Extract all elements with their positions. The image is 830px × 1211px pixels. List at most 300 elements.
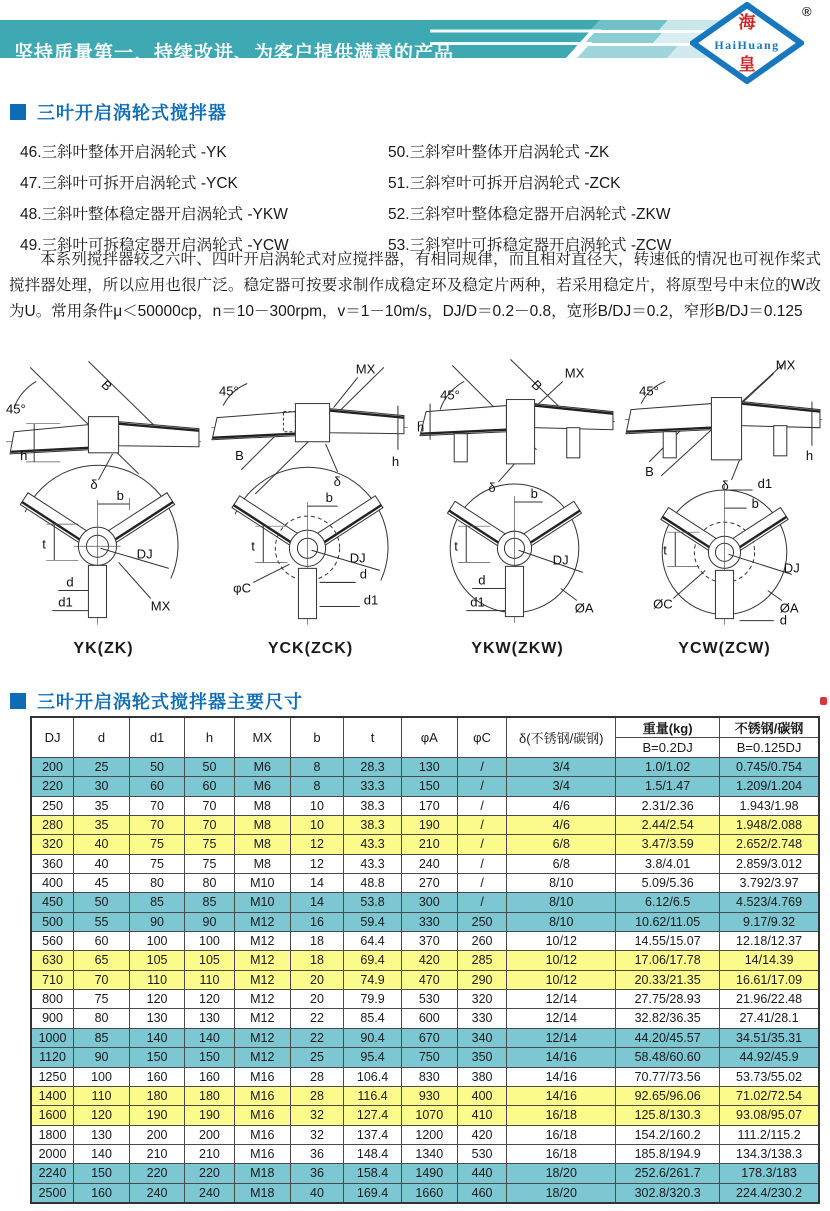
table-cell: 4/6 [507,796,616,815]
table-cell: / [457,796,507,815]
table-cell: 320 [31,835,74,854]
dim-d: d [779,612,788,628]
dim-angle: 45° [639,383,659,399]
table-cell: 111.2/115.2 [720,1125,819,1144]
table-cell: 340 [457,1028,507,1047]
table-cell: 40 [74,835,130,854]
col-header-weight: 重量(kg) [616,717,720,738]
table-cell: 670 [401,1028,457,1047]
table-cell: 50 [185,758,235,777]
table-row [31,951,819,970]
table-cell: / [457,874,507,893]
dim-B: B [235,447,244,463]
table-cell: 16.61/17.09 [720,970,819,989]
table-cell: 28.3 [344,758,402,777]
drawing-yk-graphic [0,352,207,632]
table-cell: 380 [457,1067,507,1086]
table-cell: M6 [234,758,290,777]
table-cell: 10/12 [507,932,616,951]
table-row [31,990,819,1009]
table-row [31,932,819,951]
table-cell: 170 [401,796,457,815]
table-cell: 50 [129,758,184,777]
table-cell: 930 [401,1086,457,1105]
dim-MX: MX [355,361,376,377]
drawing-ykw [414,352,621,664]
dim-delta: δ [721,477,729,493]
table-cell: 1.948/2.088 [720,816,819,835]
table-cell: 1490 [401,1164,457,1183]
table-cell: 200 [129,1125,184,1144]
table-cell: 900 [31,1009,74,1028]
table-cell: M18 [234,1183,290,1203]
dim-DJ: DJ [136,546,153,562]
dim-b: b [116,488,124,504]
dim-b: b [751,496,759,512]
table-cell: 53.73/55.02 [720,1067,819,1086]
drawing-ycw-graphic [621,352,828,632]
col-header-material: 不锈钢/碳钢 [720,717,819,738]
table-row [31,1009,819,1028]
table-cell: 140 [74,1144,130,1163]
model-item: 47.三斜叶可拆开启涡轮式 -YCK [20,175,238,192]
table-cell: 65 [74,951,130,970]
table-cell: 48.8 [344,874,402,893]
table-cell: 69.4 [344,951,402,970]
dim-d1: d1 [470,594,485,610]
table-cell: 20.33/21.35 [616,970,720,989]
table-cell: 92.65/96.06 [616,1086,720,1105]
table-cell: 1600 [31,1106,74,1125]
model-item: 52.三斜窄叶整体稳定器开启涡轮式 -ZKW [388,206,671,223]
table-row [31,1144,819,1163]
table-cell: 150 [185,1048,235,1067]
drawing-yck-graphic [207,352,414,632]
table-cell: 10 [290,816,344,835]
table-cell: M12 [234,932,290,951]
table-cell: 116.4 [344,1086,402,1105]
col-header: DJ [31,717,74,758]
col-header: d1 [129,717,184,758]
table-cell: 105 [129,951,184,970]
drawing-caption: YCW(ZCW) [678,640,771,657]
table-cell: 450 [31,893,74,912]
table-cell: 280 [31,816,74,835]
drawing-yk [0,352,207,664]
table-cell: 16 [290,912,344,931]
table-row [31,796,819,815]
table-cell: 53.8 [344,893,402,912]
dim-b: b [325,490,333,506]
logo-diamond-icon [690,2,804,84]
table-cell: 38.3 [344,816,402,835]
table-cell: 27.75/28.93 [616,990,720,1009]
dim-angle: 45° [219,383,239,399]
section-bullet-icon [10,104,26,120]
table-cell: 220 [185,1164,235,1183]
table-cell: 1200 [401,1125,457,1144]
table-cell: 28 [290,1067,344,1086]
table-cell: 90 [185,912,235,931]
col-header: b [290,717,344,758]
dim-h: h [417,419,425,435]
dim-DJ: DJ [783,560,800,576]
table-cell: 150 [74,1164,130,1183]
table-cell: 12 [290,835,344,854]
table-cell: 1000 [31,1028,74,1047]
table-cell: 38.3 [344,796,402,815]
table-cell: 160 [129,1067,184,1086]
section-title-1 [10,99,227,125]
table-cell: 220 [129,1164,184,1183]
drawing-ykw-graphic [414,352,621,632]
table-cell: 110 [185,970,235,989]
table-cell: 140 [185,1028,235,1047]
table-cell: 710 [31,970,74,989]
table-cell: 59.4 [344,912,402,931]
table-cell: 85.4 [344,1009,402,1028]
table-cell: M12 [234,970,290,989]
table-cell: 32.82/36.35 [616,1009,720,1028]
dim-phiA: ØA [574,600,594,616]
table-cell: 40 [74,854,130,873]
table-cell: 1.5/1.47 [616,777,720,796]
table-cell: 36 [290,1144,344,1163]
dimensions-table [30,716,820,1204]
table-cell: 460 [457,1183,507,1203]
dim-d: d [66,574,74,590]
table-cell: 110 [129,970,184,989]
table-cell: 40 [290,1183,344,1203]
dim-B: B [98,377,116,394]
table-row [31,1164,819,1183]
table-cell: 16/18 [507,1106,616,1125]
table-cell: 200 [31,758,74,777]
table-cell: 1.943/1.98 [720,796,819,815]
table-cell: 185.8/194.9 [616,1144,720,1163]
table-cell: 14 [290,874,344,893]
table-cell: 130 [401,758,457,777]
table-cell: 79.9 [344,990,402,1009]
dim-h: h [20,447,28,463]
table-cell: 1.0/1.02 [616,758,720,777]
dim-DJ: DJ [552,552,569,568]
table-cell: 70 [185,796,235,815]
table-cell: 14/16 [507,1048,616,1067]
table-cell: 178.3/183 [720,1164,819,1183]
table-cell: 85 [74,1028,130,1047]
dim-delta: δ [333,473,341,489]
table-cell: 3.792/3.97 [720,874,819,893]
table-cell: 240 [185,1183,235,1203]
table-row [31,1048,819,1067]
table-cell: 400 [457,1086,507,1105]
table-cell: 75 [185,835,235,854]
table-cell: 200 [185,1125,235,1144]
table-cell: 90 [74,1048,130,1067]
table-row [31,874,819,893]
table-cell: 1340 [401,1144,457,1163]
col-subheader: B=0.125DJ [720,738,819,758]
table-cell: / [457,854,507,873]
table-cell: 750 [401,1048,457,1067]
table-cell: 100 [185,932,235,951]
table-cell: 14.55/15.07 [616,932,720,951]
dim-phiC: ØC [653,596,673,612]
table-cell: 34.51/35.31 [720,1028,819,1047]
table-cell: 3.47/3.59 [616,835,720,854]
logo-char-bottom: 皇 [738,55,756,74]
banner-slogan: 坚持质量第一，持续改进、为客户提供满意的产品 [14,43,455,64]
table-cell: 300 [401,893,457,912]
table-cell: 120 [185,990,235,1009]
dim-t: t [663,542,667,558]
col-header: d [74,717,130,758]
table-cell: 240 [129,1183,184,1203]
table-cell: 100 [74,1067,130,1086]
table-cell: 16/18 [507,1144,616,1163]
model-item: 50.三斜窄叶整体开启涡轮式 -ZK [388,144,610,161]
col-subheader: B=0.2DJ [616,738,720,758]
table-cell: 125.8/130.3 [616,1106,720,1125]
dim-t: t [42,536,46,552]
table-cell: 12/14 [507,1009,616,1028]
table-cell: 6.12/6.5 [616,893,720,912]
table-cell: 4.523/4.769 [720,893,819,912]
table-cell: 1800 [31,1125,74,1144]
table-cell: 21.96/22.48 [720,990,819,1009]
table-cell: 28 [290,1086,344,1105]
table-cell: 12/14 [507,1028,616,1047]
table-cell: 224.4/230.2 [720,1183,819,1203]
table-cell: 260 [457,932,507,951]
table-cell: / [457,835,507,854]
table-cell: M12 [234,990,290,1009]
table-cell: 190 [185,1106,235,1125]
table-row [31,777,819,796]
table-cell: M12 [234,1028,290,1047]
table-cell: 2.44/2.54 [616,816,720,835]
table-cell: 8/10 [507,874,616,893]
table-cell: 8 [290,758,344,777]
table-cell: 360 [31,854,74,873]
table-cell: 190 [401,816,457,835]
table-cell: / [457,893,507,912]
table-cell: 106.4 [344,1067,402,1086]
table-cell: 43.3 [344,835,402,854]
table-cell: 252.6/261.7 [616,1164,720,1183]
technical-drawings [0,352,830,664]
table-cell: 190 [129,1106,184,1125]
table-cell: 130 [74,1125,130,1144]
table-cell: 35 [74,796,130,815]
table-cell: 85 [185,893,235,912]
dim-h: h [391,453,400,469]
table-cell: M16 [234,1106,290,1125]
table-cell: 240 [401,854,457,873]
dim-d1: d1 [58,594,73,610]
table-cell: 95.4 [344,1048,402,1067]
table-cell: 80 [74,1009,130,1028]
table-cell: M12 [234,1009,290,1028]
table-cell: 70 [129,816,184,835]
table-cell: 1660 [401,1183,457,1203]
table-cell: 270 [401,874,457,893]
table-cell: M16 [234,1125,290,1144]
table-cell: 27.41/28.1 [720,1009,819,1028]
table-cell: 14/14.39 [720,951,819,970]
table-row [31,854,819,873]
section-1-label: 三叶开启涡轮式搅拌器 [37,103,227,123]
table-cell: 150 [129,1048,184,1067]
table-cell: 30 [74,777,130,796]
dim-d1: d1 [363,592,379,608]
model-item: 49.三斜叶可拆稳定器开启涡轮式 -YCW [20,237,289,254]
table-cell: 75 [129,854,184,873]
dim-DJ: DJ [349,550,366,566]
table-cell: 93.08/95.07 [720,1106,819,1125]
table-cell: 2500 [31,1183,74,1203]
dim-angle: 45° [440,387,460,403]
dim-h: h [805,447,814,463]
table-cell: 169.4 [344,1183,402,1203]
table-cell: 1.209/1.204 [720,777,819,796]
table-cell: / [457,777,507,796]
table-cell: M8 [234,816,290,835]
table-cell: 85 [129,893,184,912]
table-row [31,893,819,912]
description-paragraph: 本系列搅拌器较之六叶、四叶开启涡轮式对应搅拌器，有相同规律，而且相对直径大，转速低的情况也可视作桨式搅拌器处理，所以应用也很广泛。稳定器可按要求制作成稳定环及稳定片两种，若采用稳定片，将原型号中末位的W改为U。常用条件μ＜50000cp，n＝10－300rpm，v＝1－10m/s，DJ/D＝0.2－0.8，宽形B/DJ＝0.2，窄形B/DJ＝0.125 [9,251,821,320]
table-cell: 3/4 [507,758,616,777]
table-cell: 43.3 [344,854,402,873]
table-cell: / [457,816,507,835]
table-cell: 18 [290,951,344,970]
brand-logo [690,2,820,88]
table-row [31,912,819,931]
model-item: 46.三斜叶整体开启涡轮式 -YK [20,144,227,161]
table-cell: 1400 [31,1086,74,1105]
table-cell: 120 [74,1106,130,1125]
table-cell: 420 [457,1125,507,1144]
table-cell: 530 [401,990,457,1009]
table-cell: 154.2/160.2 [616,1125,720,1144]
table-cell: 2.652/2.748 [720,835,819,854]
table-cell: 18/20 [507,1164,616,1183]
dim-B: B [528,377,546,394]
dim-angle: 45° [6,401,26,417]
dim-MX: MX [150,598,171,614]
dim-MX: MX [775,357,796,373]
table-cell: 75 [129,835,184,854]
table-cell: 250 [31,796,74,815]
col-header: φA [401,717,457,758]
table-row [31,1028,819,1047]
dim-t: t [454,538,458,554]
table-cell: 32 [290,1106,344,1125]
table-cell: M12 [234,951,290,970]
col-header: φC [457,717,507,758]
logo-char-top: 海 [738,13,756,32]
table-cell: 560 [31,932,74,951]
table-cell: 33.3 [344,777,402,796]
table-cell: 35 [74,816,130,835]
table-cell: 45 [74,874,130,893]
table-cell: M8 [234,796,290,815]
table-cell: 20 [290,990,344,1009]
table-row [31,1067,819,1086]
table-cell: 530 [457,1144,507,1163]
dim-MX: MX [564,365,585,381]
table-row [31,1106,819,1125]
table-cell: 210 [129,1144,184,1163]
table-cell: 2000 [31,1144,74,1163]
table-cell: 150 [401,777,457,796]
table-cell: 18/20 [507,1183,616,1203]
table-cell: 137.4 [344,1125,402,1144]
table-cell: 148.4 [344,1144,402,1163]
model-list-right [388,137,671,261]
table-header [31,717,819,758]
table-cell: 330 [457,1009,507,1028]
drawing-caption: YK(ZK) [73,640,134,657]
table-cell: 6/8 [507,835,616,854]
logo-wordmark: HaiHuang [714,38,780,52]
table-cell: 12 [290,854,344,873]
table-cell: 17.06/17.78 [616,951,720,970]
table-cell: 400 [31,874,74,893]
table-cell: 127.4 [344,1106,402,1125]
table-cell: 60 [74,932,130,951]
table-cell: 285 [457,951,507,970]
table-cell: 302.8/320.3 [616,1183,720,1203]
table-cell: 22 [290,1028,344,1047]
table-cell: 2.859/3.012 [720,854,819,873]
table-cell: 100 [129,932,184,951]
col-header: h [185,717,235,758]
table-cell: 14/16 [507,1067,616,1086]
table-cell: 330 [401,912,457,931]
section-2-label: 三叶开启涡轮式搅拌器主要尺寸 [37,692,303,712]
table-cell: 500 [31,912,74,931]
table-cell: 290 [457,970,507,989]
dim-d: d [478,572,486,588]
table-cell: 2240 [31,1164,74,1183]
dim-t: t [251,538,255,554]
table-row [31,1183,819,1203]
table-cell: 3/4 [507,777,616,796]
table-cell: 9.17/9.32 [720,912,819,931]
table-cell: 160 [185,1067,235,1086]
table-cell: M8 [234,835,290,854]
dim-d: d [359,566,368,582]
table-cell: / [457,758,507,777]
model-item: 51.三斜窄叶可拆开启涡轮式 -ZCK [388,175,621,192]
table-cell: 60 [185,777,235,796]
table-cell: 70 [129,796,184,815]
table-cell: 600 [401,1009,457,1028]
table-cell: 44.92/45.9 [720,1048,819,1067]
table-cell: M12 [234,912,290,931]
table-cell: 4/6 [507,816,616,835]
table-cell: M16 [234,1067,290,1086]
dim-delta: δ [488,480,496,495]
table-cell: 134.3/138.3 [720,1144,819,1163]
model-list-left [20,137,289,261]
table-cell: 74.9 [344,970,402,989]
table-cell: 70.77/73.56 [616,1067,720,1086]
table-cell: 70 [185,816,235,835]
table-cell: M10 [234,893,290,912]
